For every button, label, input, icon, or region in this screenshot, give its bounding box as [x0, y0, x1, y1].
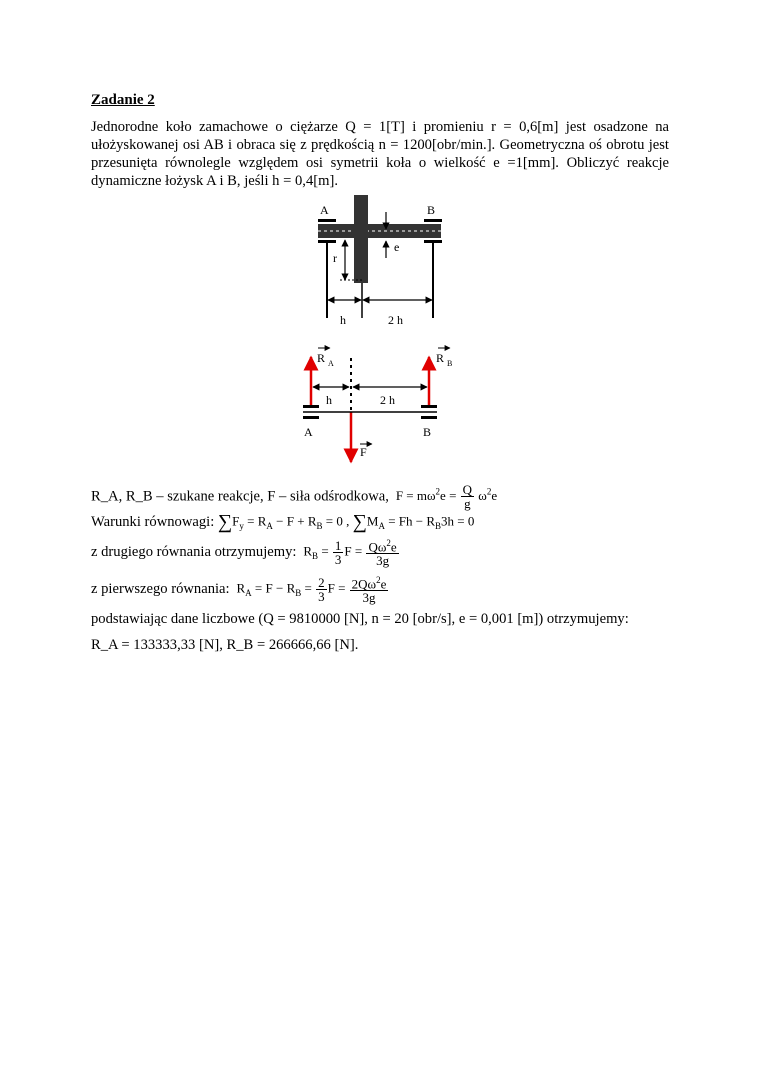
bearing-a-top: [318, 219, 336, 222]
solution-results: R_A = 133333,33 [N], R_B = 266666,66 [N].: [91, 637, 359, 653]
fig1-label-a: A: [320, 203, 329, 217]
task-title: Zadanie 2: [91, 92, 155, 108]
fig1-label-r: r: [333, 251, 337, 265]
fig2-label-b: B: [423, 425, 432, 439]
solution-line-2-text: Warunki równowagi:: [91, 513, 215, 530]
result-ra: R_A = 133333,33 [N]: [91, 637, 220, 653]
solution-line-5: podstawiając dane liczbowe (Q = 9810000 [N], n = 20 [obr/s], e = 0,001 [m]) otrzymujemy:: [91, 611, 629, 627]
solution-line-4-text: z pierwszego równania:: [91, 581, 230, 598]
fig1-label-2h: 2 h: [388, 313, 403, 327]
solution-line-1-text: R_A, R_B – szukane reakcje, F – siła odśrodkowa,: [91, 488, 389, 505]
bearing-b-top: [424, 219, 442, 222]
fig2-label-ra: R $_A$: [317, 351, 334, 368]
fig2-label-f: F: [360, 445, 367, 459]
solution-line-3: z drugiego równania otrzymujemy: $R_B$ = $\frac{1}{3}$ F = $\frac{Q\omega^2e}{3g}$: [91, 537, 397, 569]
solution-line-4: z pierwszego równania: $R_A = F - R_B$ = $\frac{2}{3}$ F = $\frac{2Q\omega^2e}{3g}$: [91, 574, 387, 606]
fig1-label-h: h: [340, 313, 346, 327]
fig2-label-h: h: [326, 393, 332, 407]
fig2-label-rb: R $_B$: [436, 351, 453, 368]
solution-line-2: Warunki równowagi: $\sum F_y = R_A - F + R_B = 0$ , $\sum M_A = Fh - R_B3h = 0$: [91, 511, 475, 533]
result-rb: R_B = 266666,66 [N].: [226, 637, 359, 653]
solution-line-3-text: z drugiego równania otrzymujemy:: [91, 544, 297, 561]
fig2-label-2h: 2 h: [380, 393, 395, 407]
bearing-a-bottom: [318, 240, 336, 243]
flywheel-disc: [354, 195, 368, 283]
fig1-label-e: e: [394, 240, 400, 254]
solution-line-1: R_A, R_B – szukane reakcje, F – siła odśrodkowa, $F = m\omega^2e$ = $\frac{Q}{g}$ $\omega^2e$: [91, 482, 498, 511]
fig1-label-b: B: [427, 203, 436, 217]
bearing-b-bottom: [424, 240, 442, 243]
task-text: Jednorodne koło zamachowe o ciężarze Q = 1[T] i promieniu r = 0,6[m] jest osadzone na ułożyskowanej osi AB i obraca się z prędkością n = 1200[obr/min.]. Geometryczna oś obrotu jest przesunięta równolegle względem osi symetrii koła o wielkość e =1[mm]. Obliczyć reakcje dynamiczne łożysk A i B, jeśli h = 0,4[m].: [91, 119, 669, 189]
fig2-label-a: A: [304, 425, 313, 439]
